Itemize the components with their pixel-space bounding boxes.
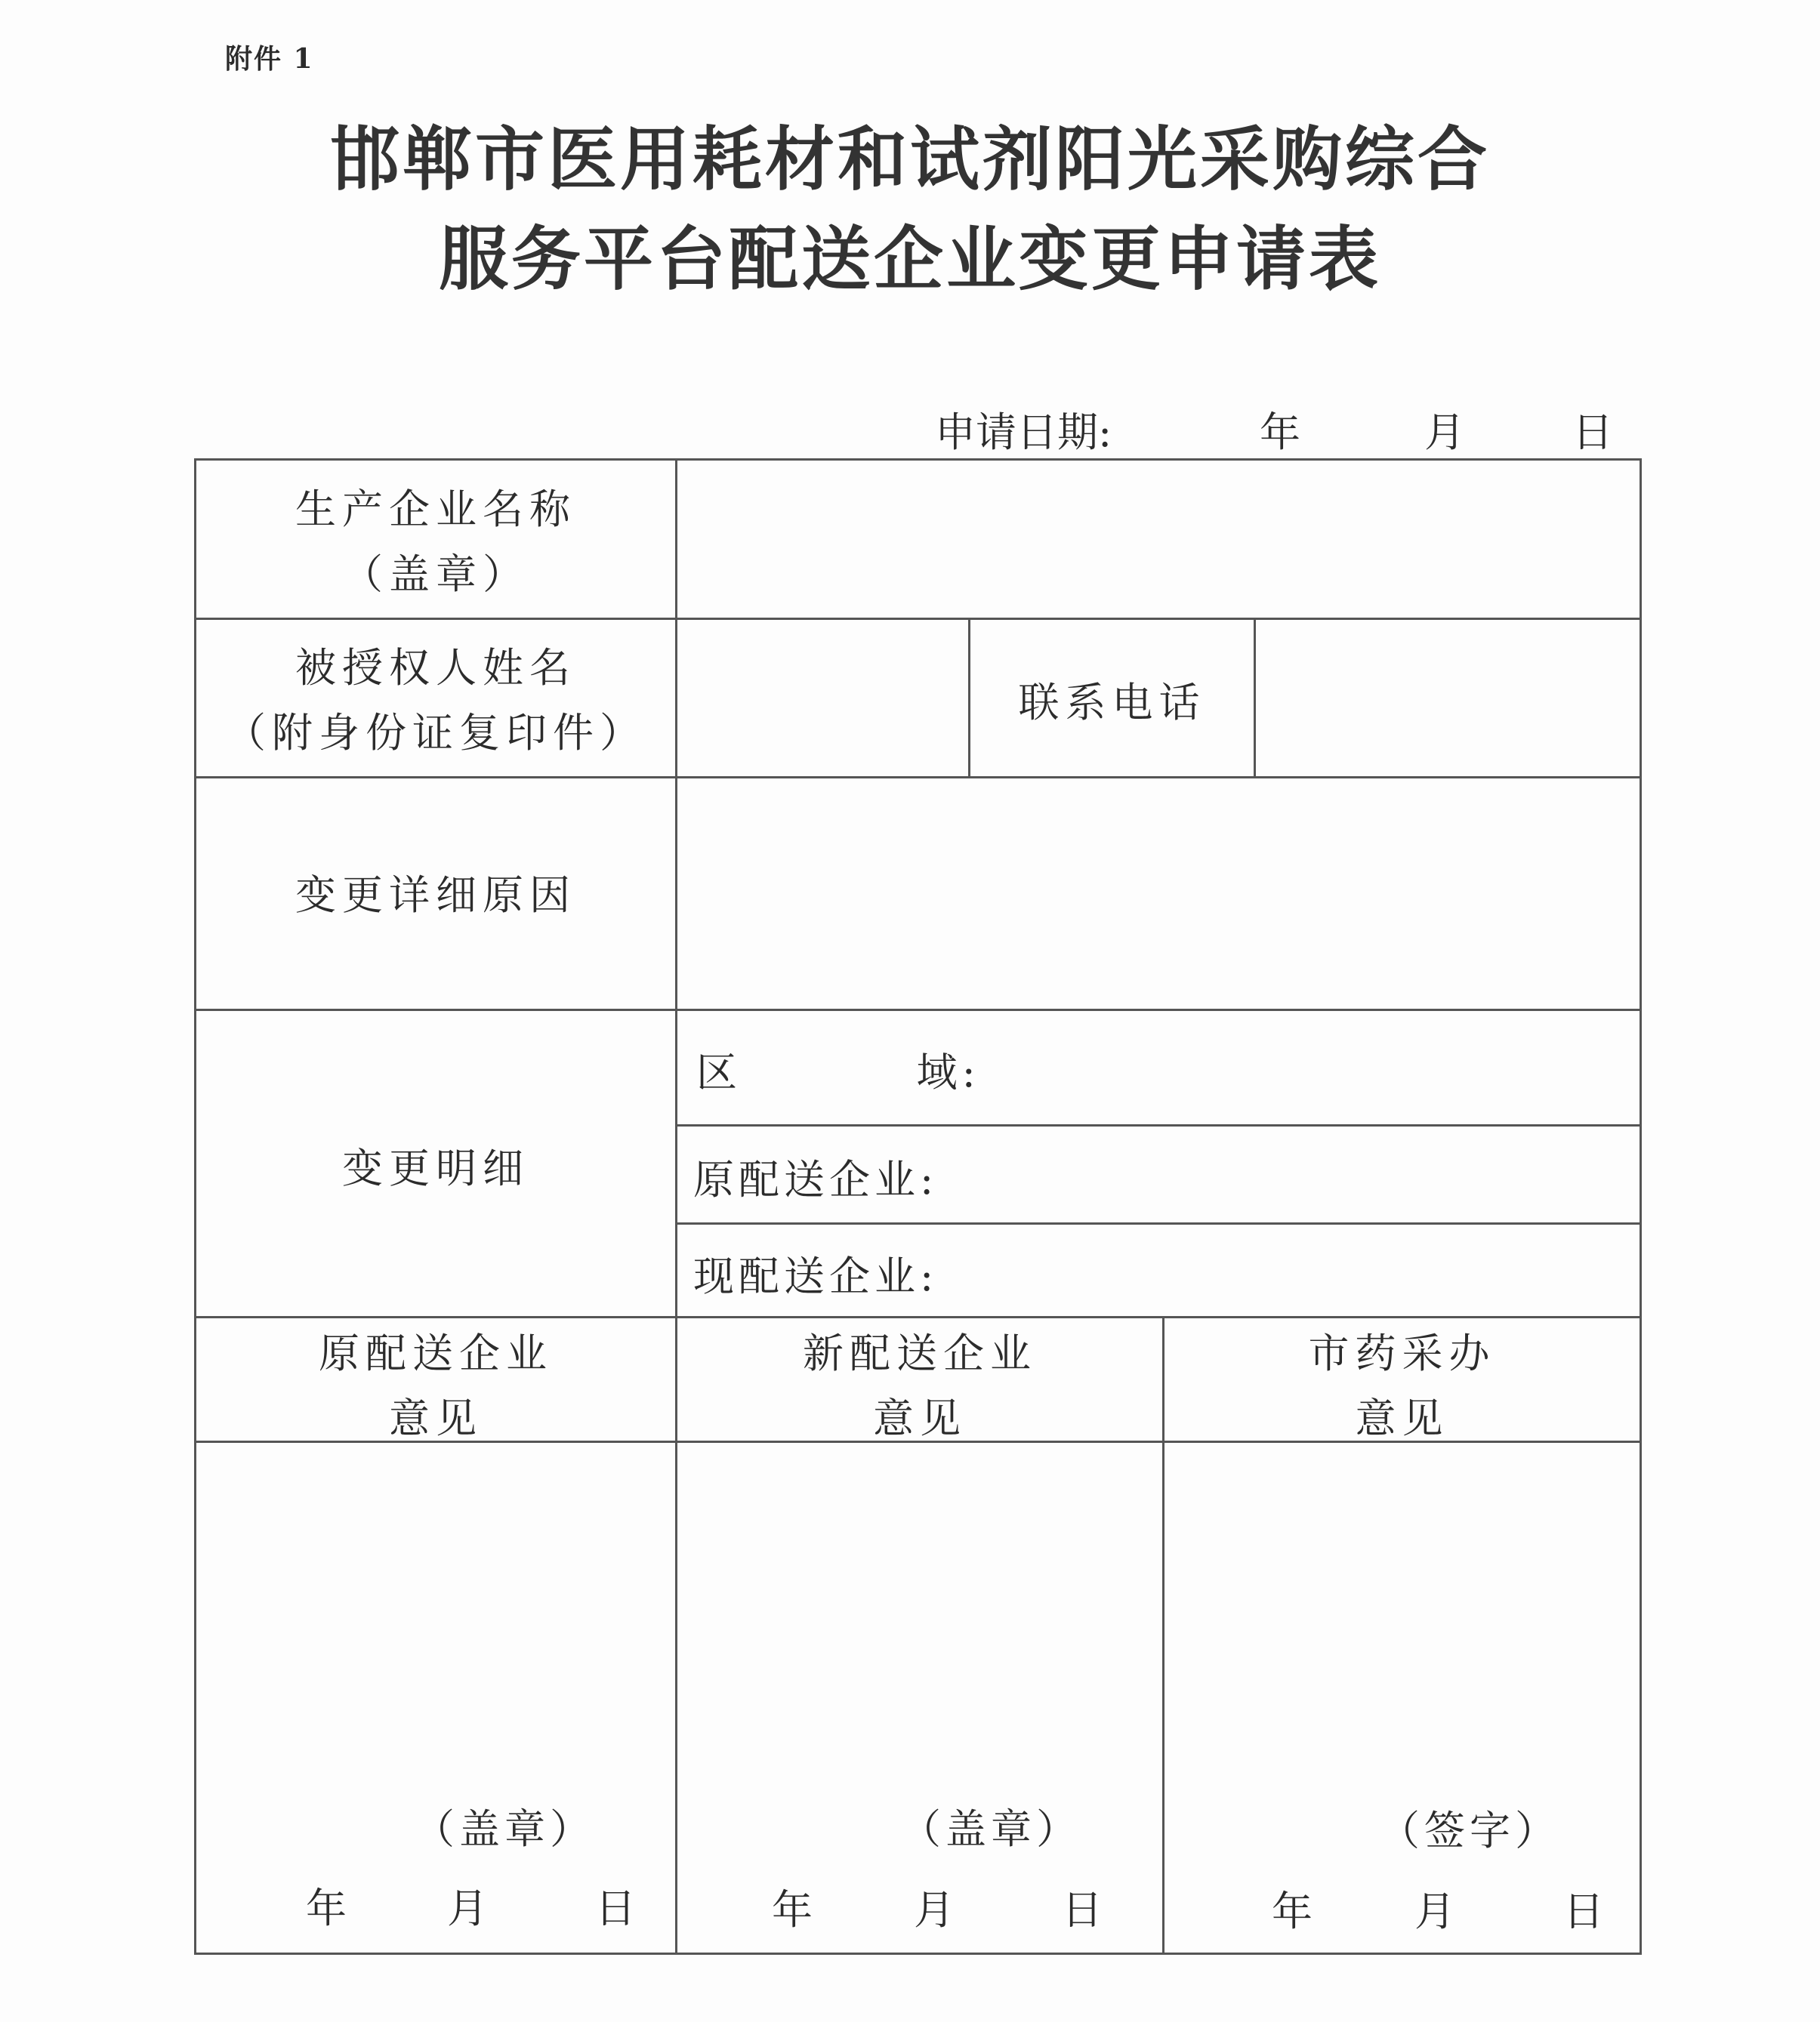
opinion-date-month[interactable]: 月	[447, 1885, 492, 1932]
application-date-year[interactable]: 年	[1260, 408, 1300, 456]
opinion-date-month[interactable]: 月	[1414, 1888, 1460, 1935]
current-distributor-field[interactable]	[952, 1225, 1640, 1316]
opinion-header-line2: 意见	[1355, 1395, 1449, 1443]
row-divider	[194, 1316, 1642, 1318]
authorized-person-label-text: 被授权人姓名	[295, 644, 576, 692]
change-details-label: 变更明细	[342, 1145, 529, 1192]
region-field[interactable]	[952, 1011, 1640, 1124]
opinion-date-year[interactable]: 年	[1272, 1888, 1317, 1935]
new-distributor-opinion-header	[677, 1321, 1162, 1452]
opinion-date-day[interactable]: 日	[1563, 1888, 1609, 1935]
phone-label: 联系电话	[1018, 679, 1206, 726]
producer-label	[196, 477, 675, 608]
region-label: 区 域:	[696, 1049, 980, 1096]
current-distributor-label: 现配送企业:	[693, 1253, 939, 1300]
authorized-person-label	[196, 636, 675, 766]
city-office-opinion-field[interactable]	[1164, 1443, 1640, 1953]
application-date-day[interactable]: 日	[1572, 408, 1613, 456]
new-distributor-opinion-field[interactable]	[677, 1443, 1162, 1953]
attachment-label: 附件 1	[225, 43, 314, 75]
producer-label-text: 生产企业名称	[295, 485, 576, 533]
authorized-person-label-note: （附身份证复印件）	[225, 709, 646, 757]
opinion-header-line2: 意见	[873, 1395, 967, 1443]
opinion-date-month[interactable]: 月	[914, 1886, 959, 1934]
authorized-person-field[interactable]	[677, 620, 968, 776]
city-office-signature-label: （签字）	[1379, 1807, 1560, 1854]
producer-label-note: （盖章）	[342, 550, 529, 599]
change-reason-field[interactable]	[677, 778, 1640, 1009]
phone-field[interactable]	[1256, 620, 1640, 776]
table-border-bottom	[194, 1953, 1642, 1955]
original-distributor-field[interactable]	[952, 1127, 1640, 1222]
opinion-date-day[interactable]: 日	[595, 1885, 640, 1932]
city-office-opinion-header	[1164, 1321, 1640, 1452]
application-date-label: 申请日期:	[935, 408, 1112, 456]
table-border-right	[1640, 458, 1642, 1955]
original-distributor-label: 原配送企业:	[693, 1156, 939, 1204]
original-distributor-seal-label: （盖章）	[414, 1805, 595, 1853]
opinion-header-line1: 原配送企业	[319, 1330, 553, 1377]
opinion-header-line2: 意见	[389, 1395, 483, 1443]
change-reason-label: 变更详细原因	[295, 871, 576, 919]
opinion-date-year[interactable]: 年	[306, 1885, 351, 1932]
opinion-header-line1: 市药采办	[1308, 1330, 1496, 1377]
application-date-month[interactable]: 月	[1424, 408, 1465, 456]
new-distributor-seal-label: （盖章）	[900, 1805, 1081, 1853]
producer-name-field[interactable]	[677, 461, 1640, 618]
original-distributor-opinion-header	[196, 1321, 675, 1452]
opinion-date-day[interactable]: 日	[1062, 1886, 1107, 1934]
opinion-header-line1: 新配送企业	[803, 1330, 1037, 1377]
page-title-line2: 服务平台配送企业变更申请表	[438, 218, 1381, 300]
page-title-line1: 邯郸市医用耗材和试剂阳光采购综合	[329, 119, 1490, 200]
opinion-date-year[interactable]: 年	[772, 1886, 817, 1934]
